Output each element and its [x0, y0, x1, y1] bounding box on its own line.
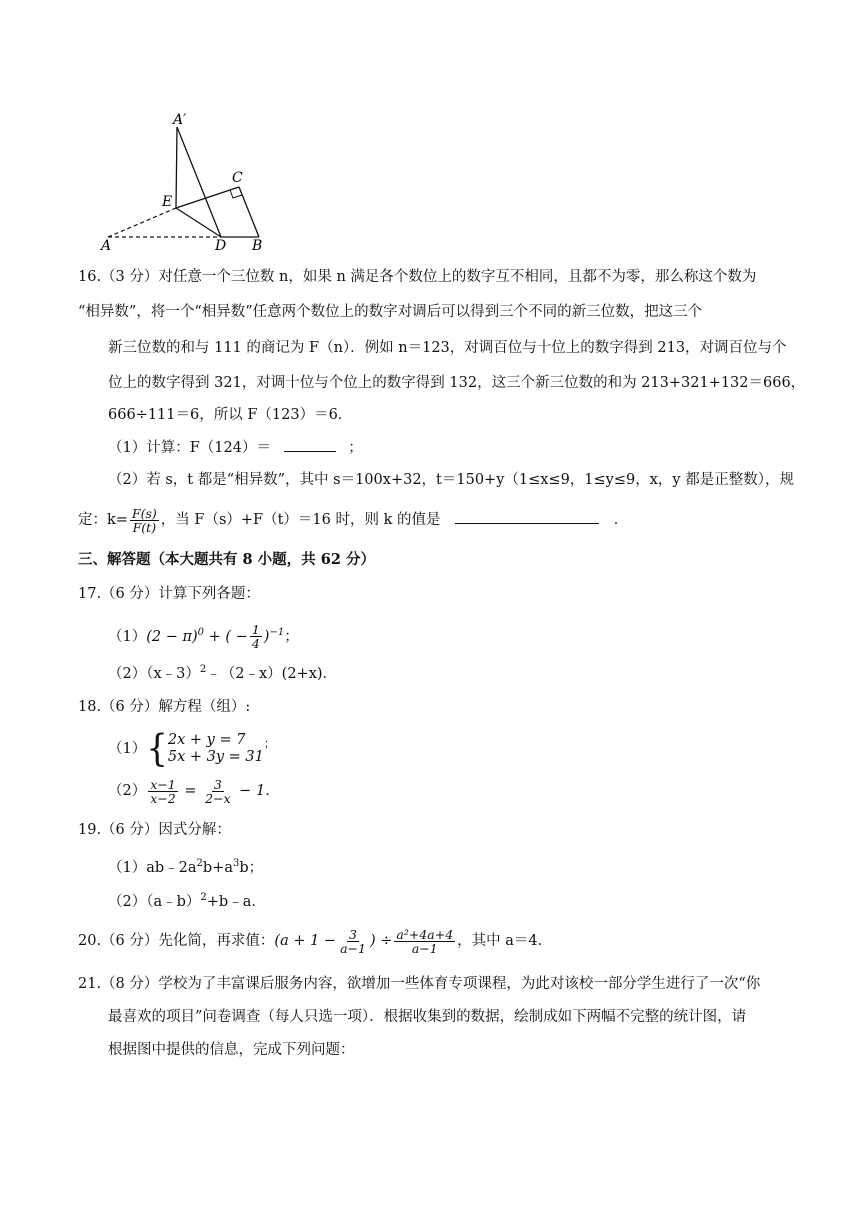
q16-line-3: 新三位数的和与 111 的商记为 F（n）．例如 n＝123，对调百位与十位上的数字得到 213，对调百位与个 [108, 340, 787, 356]
q21-line-3: 根据图中提供的信息，完成下列问题： [108, 1042, 355, 1058]
q17-part-2 [108, 660, 337, 684]
section-3-title: 三、解答题（本大题共有 8 小题，共 62 分） [78, 551, 375, 568]
q17-p2-a: （2）（x﹣3） [108, 665, 200, 682]
q19-p1-exp-2: 3 [232, 858, 240, 869]
q19-part-2 [108, 888, 266, 912]
q18-part-1 [108, 726, 275, 771]
q16-p2-answer-blank[interactable] [455, 509, 599, 524]
q17-p1-exponent-0: 0 [197, 627, 205, 638]
q18-stem: 18.（6 分）解方程（组）: [78, 699, 251, 715]
q17-p1-fraction [250, 623, 262, 650]
q17-p1-expr-c: ) [263, 628, 270, 645]
q19-p2-b: +b﹣a． [206, 893, 266, 910]
q17-stem: 17.（6 分）计算下列各题： [78, 586, 260, 602]
q21-line-1: 21.（8 分）学校为了丰富课后服务内容，欲增加一些体育专项课程，为此对该校一部分学生进行了一次“你 [78, 976, 761, 992]
segment-AprimeE [176, 127, 177, 208]
q18-frac-1-num: x−1 [150, 776, 176, 792]
q16-part-1 [108, 437, 363, 458]
segment-AprimeD [177, 127, 221, 237]
q18-frac-2 [203, 778, 232, 805]
q20-prefix: 20.（6 分）先化简，再求值： [78, 933, 275, 949]
q19-stem: 19.（6 分）因式分解： [78, 822, 231, 838]
q20-expr-a: (a + 1 − [274, 933, 337, 949]
q20-expr-b: ) ÷ [369, 933, 393, 949]
q20-frac-2 [394, 928, 455, 955]
q16-line-1: 16.（3 分）对任意一个三位数 n，如果 n 满足各个数位上的数字互不相同，且都不为零，那么称这个数为 [78, 269, 757, 285]
q18-p2-end: − 1． [234, 783, 280, 799]
q18-eq-1: 2x + y = 7 [167, 731, 246, 748]
segment-ED [176, 208, 221, 237]
q18-system [168, 732, 264, 766]
q20-suffix: ，其中 a＝4． [457, 933, 553, 949]
q19-p1-a: （1）ab﹣2a [108, 859, 197, 876]
label-E: E [162, 194, 173, 210]
q16-k-fraction [130, 507, 159, 534]
q18-p1-end: ； [263, 737, 275, 750]
q20-frac-1-num: 3 [349, 926, 357, 942]
q16-line-2: “相异数”，将一个“相异数”任意两个数位上的数字对调后可以得到三个不同的新三位数，把这三个 [78, 304, 703, 320]
q16-line-4: 位上的数字得到 321，对调十位与个位上的数字得到 132，这三个新三位数的和为 213+321+132＝666， [108, 375, 806, 391]
q18-frac-1-den: x−2 [150, 790, 176, 806]
q20-frac-1 [338, 928, 368, 955]
q16-k-numerator: F(s) [131, 505, 157, 521]
q17-p2-rest: ﹣（2﹣x）(2+x)． [206, 665, 338, 682]
q20-frac-2-den: a−1 [411, 940, 438, 956]
q16-p1-suffix: ； [348, 440, 363, 456]
geometry-figure [96, 105, 276, 255]
q17-p1-frac-num: 1 [251, 622, 260, 638]
q16-part-2-line-1: （2）若 s，t 都是“相异数”，其中 s＝100x+32，t＝150+y（1≤x≤9，1≤y≤9，x，y 都是正整数），规 [108, 472, 794, 488]
q19-p2-exp: 2 [200, 892, 207, 903]
q18-frac-1 [148, 778, 177, 805]
q18-p2-label: （2） [108, 783, 147, 799]
segment-CB [239, 187, 259, 237]
q16-p2-prefix: 定：k= [78, 512, 128, 528]
q17-part-1 [108, 620, 299, 650]
q19-p2-a: （2）（a﹣b） [108, 893, 201, 910]
q20-frac-2-num: a²+4a+4 [396, 926, 454, 942]
q18-frac-2-den: 2−x [205, 790, 231, 806]
q19-p1-c: b； [239, 859, 264, 876]
q16-part-2-line-2 [78, 506, 628, 534]
label-D: D [215, 238, 227, 254]
q18-p1-label: （1） [108, 740, 147, 757]
q17-p1-frac-den: 4 [251, 636, 260, 652]
q16-p1-prefix: （1）计算：F（124）＝ [108, 440, 271, 456]
q17-p1-end: ； [284, 628, 299, 645]
q18-frac-2-num: 3 [213, 776, 222, 792]
q17-p1-expr-a: (2 − π) [146, 628, 198, 645]
q17-p1-label: （1） [108, 628, 147, 645]
q18-system-brace: { [146, 726, 168, 771]
label-A: A [101, 238, 112, 254]
q18-equals: = [179, 783, 202, 799]
q20 [78, 926, 552, 956]
q19-part-1 [108, 854, 263, 878]
label-B: B [252, 238, 263, 254]
q18-eq-2: 5x + 3y = 31 [167, 748, 264, 765]
q16-p1-answer-blank[interactable] [284, 437, 336, 452]
q18-part-2 [108, 774, 280, 808]
label-C: C [232, 170, 243, 186]
q17-p2-exponent: 2 [199, 664, 207, 675]
q16-p2-suffix: ． [613, 512, 629, 528]
label-A-prime: A′ [173, 112, 187, 128]
q19-p1-exp-1: 2 [196, 858, 203, 869]
q16-line-5: 666÷111＝6，所以 F（123）＝6． [108, 407, 353, 423]
q17-p1-expr-b: + ( − [204, 628, 248, 645]
segment-AE-dashed [108, 208, 176, 237]
q17-p1-exponent: −1 [269, 627, 285, 638]
q16-k-denominator: F(t) [132, 519, 157, 535]
q20-frac-1-den: a−1 [340, 940, 366, 956]
q16-p2-middle: ，当 F（s）+F（t）＝16 时，则 k 的值是 [160, 512, 441, 528]
q21-line-2: 最喜欢的项目”问卷调查（每人只选一项）．根据收集到的数据，绘制成如下两幅不完整的统计图，请 [108, 1009, 747, 1025]
q19-p1-b: b+a [202, 859, 233, 876]
